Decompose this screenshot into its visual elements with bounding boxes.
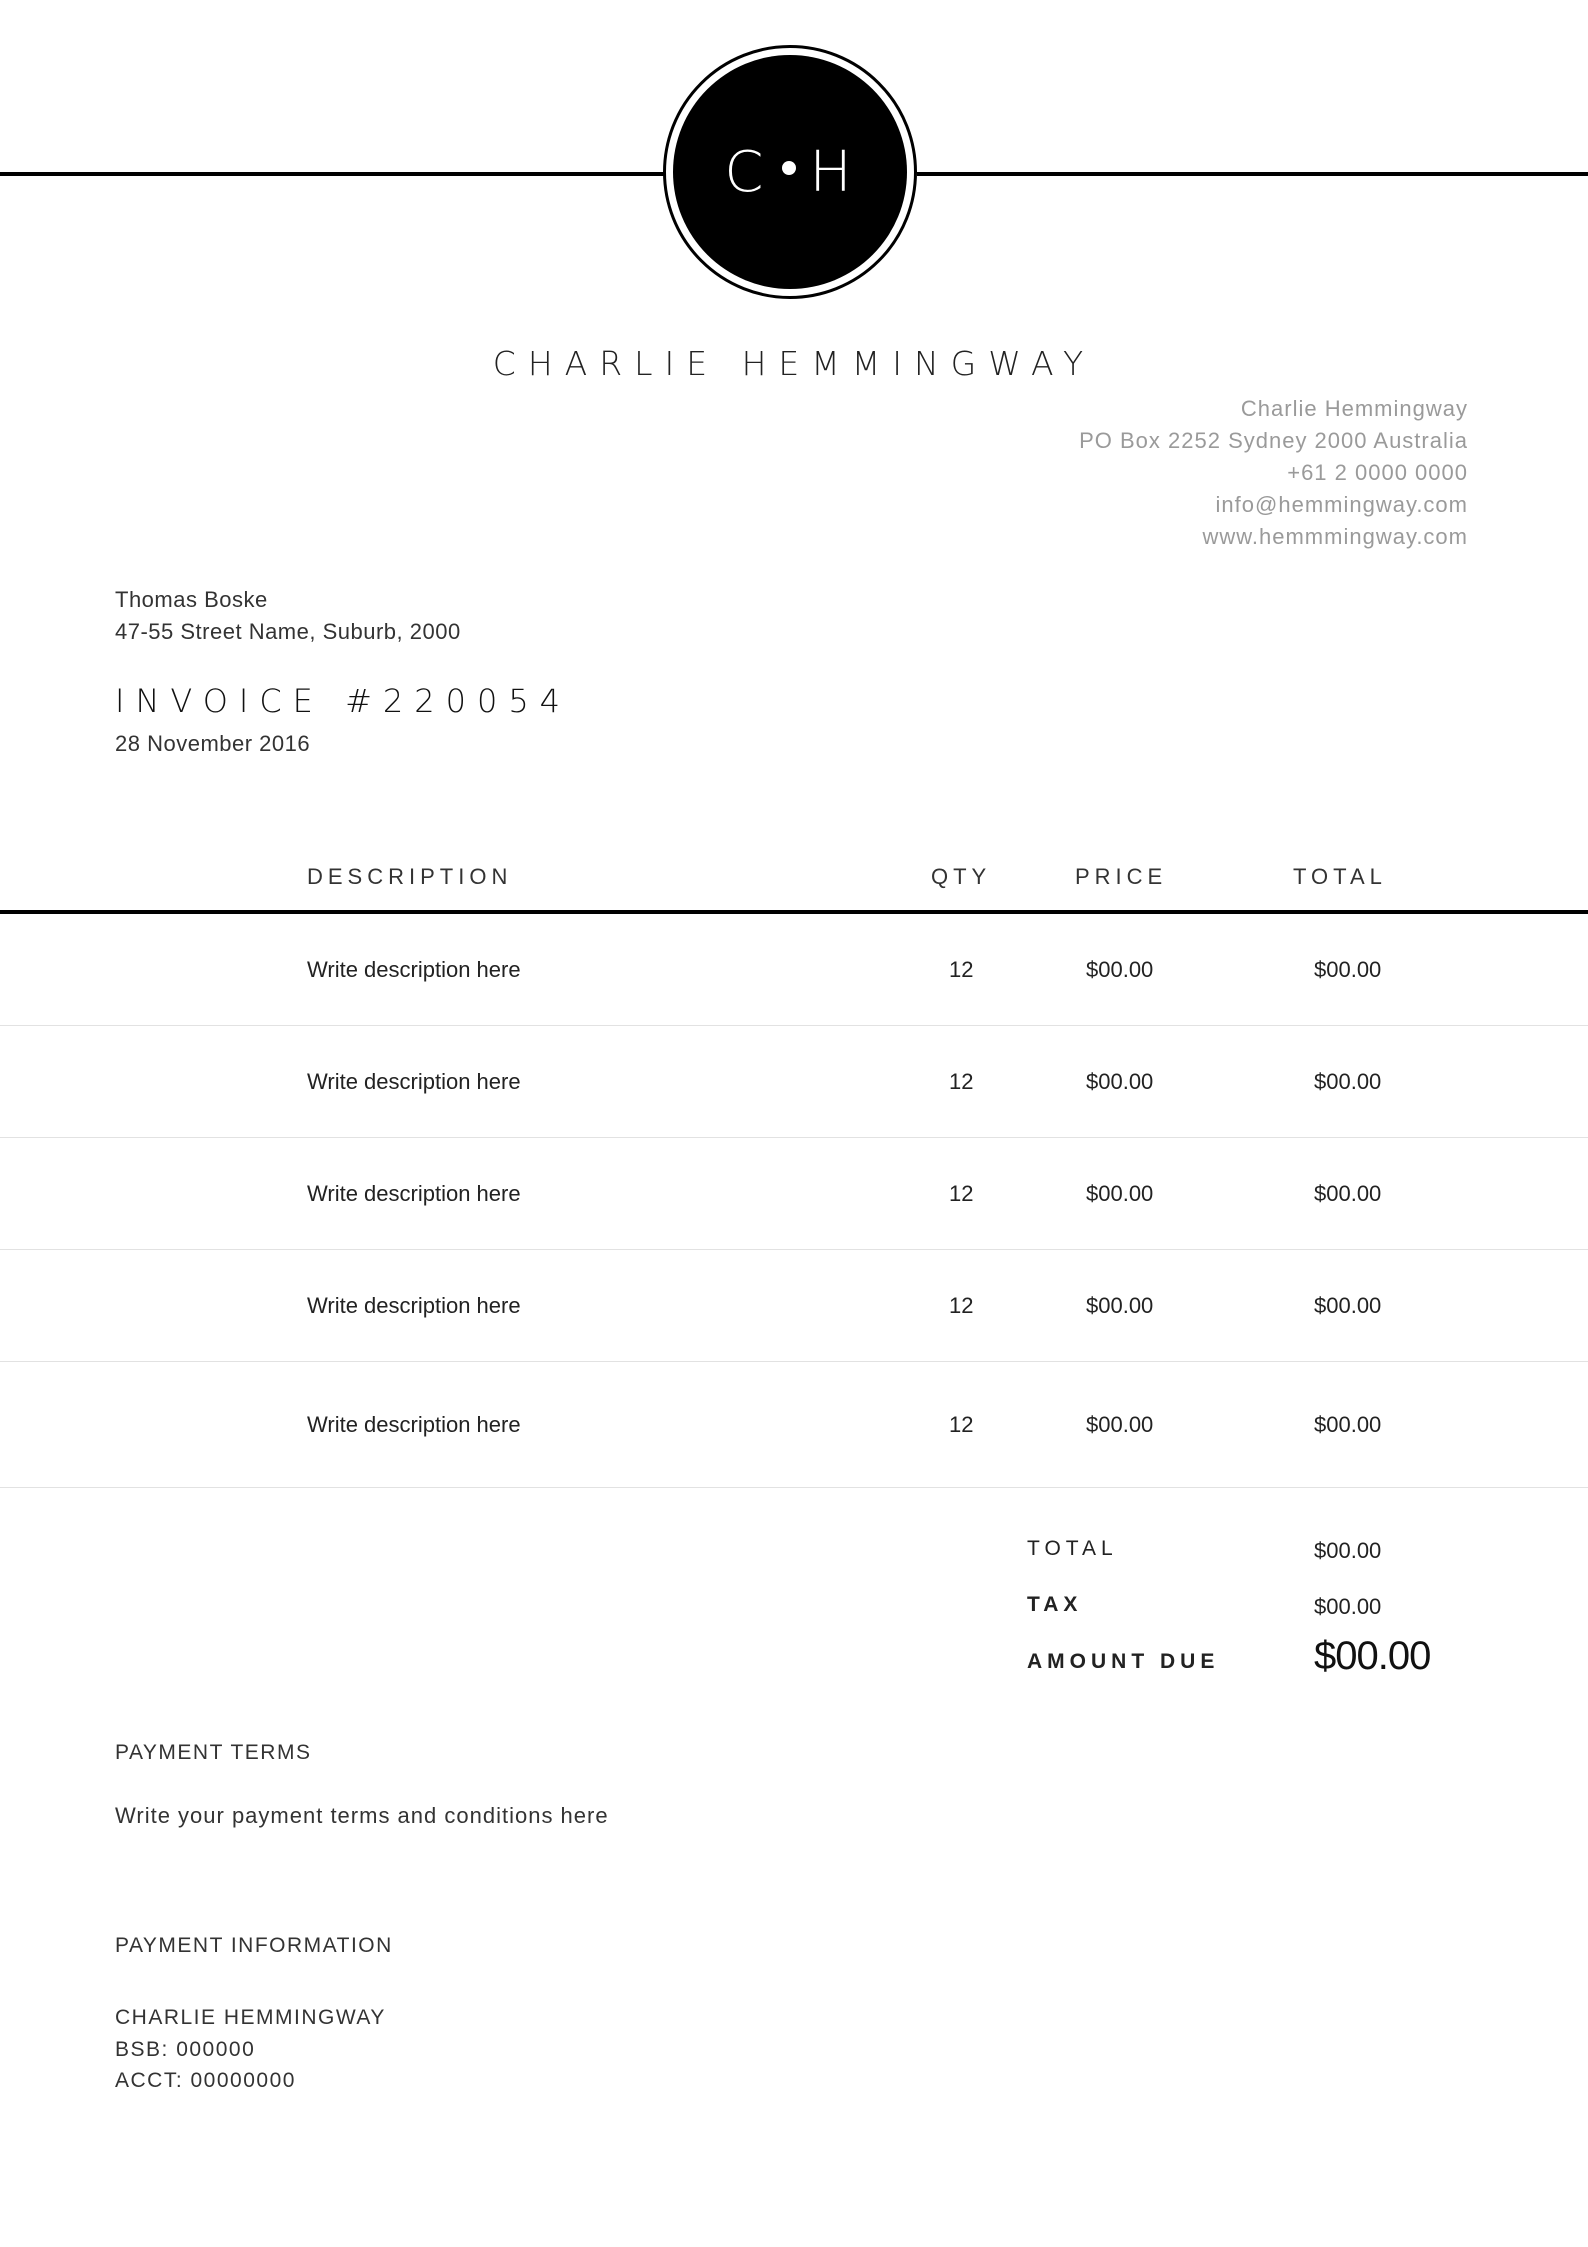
payment-info-name: CHARLIE HEMMINGWAY	[115, 2006, 386, 2029]
row-price: $00.00	[1086, 1180, 1154, 1206]
invoice-date: 28 November 2016	[115, 731, 311, 756]
table-row	[0, 914, 1588, 1026]
row-total: $00.00	[1314, 1292, 1382, 1318]
total-label: TOTAL	[1027, 1537, 1118, 1560]
client-address: 47-55 Street Name, Suburb, 2000	[115, 619, 461, 644]
row-price: $00.00	[1086, 956, 1154, 982]
table-row	[0, 1362, 1588, 1488]
row-qty: 12	[949, 1068, 974, 1094]
logo-monogram	[673, 55, 907, 289]
payment-info-bsb: BSB: 000000	[115, 2037, 256, 2061]
line-items	[0, 914, 1588, 1488]
header-rule-right	[917, 172, 1588, 176]
payment-info-acct: ACCT: 00000000	[115, 2069, 296, 2092]
column-header-qty: QTY	[931, 864, 992, 889]
row-description: Write description here	[307, 1292, 521, 1318]
sender-details	[1079, 393, 1468, 553]
amount-due-label: AMOUNT DUE	[1027, 1650, 1220, 1673]
row-total: $00.00	[1314, 1180, 1382, 1206]
payment-info-heading: PAYMENT INFORMATION	[115, 1934, 393, 1957]
table-row	[0, 1250, 1588, 1362]
column-header-price: PRICE	[1075, 864, 1168, 889]
sender-website: www.hemmmingway.com	[1202, 524, 1468, 549]
row-qty: 12	[949, 956, 974, 982]
row-description: Write description here	[307, 1180, 521, 1206]
total-value: $00.00	[1314, 1538, 1382, 1563]
row-description: Write description here	[307, 1068, 521, 1094]
brand-name: CHARLIE HEMMINGWAY	[492, 344, 1096, 383]
row-description: Write description here	[307, 1411, 521, 1437]
payment-terms-text: Write your payment terms and conditions here	[115, 1803, 609, 1828]
row-price: $00.00	[1086, 1292, 1154, 1318]
row-price: $00.00	[1086, 1068, 1154, 1094]
tax-value: $00.00	[1314, 1594, 1382, 1619]
payment-info-details	[115, 2002, 386, 2097]
sender-phone: +61 2 0000 0000	[1287, 460, 1468, 485]
payment-terms-heading: PAYMENT TERMS	[115, 1741, 312, 1764]
table-row	[0, 1026, 1588, 1138]
tax-label: TAX	[1027, 1593, 1083, 1616]
client-name: Thomas Boske	[115, 587, 268, 612]
sender-name: Charlie Hemmingway	[1240, 396, 1468, 421]
row-description: Write description here	[307, 956, 521, 982]
row-qty: 12	[949, 1411, 974, 1437]
row-total: $00.00	[1314, 1411, 1382, 1437]
row-qty: 12	[949, 1180, 974, 1206]
amount-due-value: $00.00	[1314, 1634, 1431, 1678]
table-row	[0, 1138, 1588, 1250]
row-qty: 12	[949, 1292, 974, 1318]
sender-address: PO Box 2252 Sydney 2000 Australia	[1079, 428, 1468, 453]
row-total: $00.00	[1314, 956, 1382, 982]
logo-letter-left: C	[724, 139, 768, 205]
invoice-title: INVOICE #220054	[115, 682, 572, 720]
logo-letter-right: H	[809, 139, 856, 205]
client-details	[115, 584, 461, 648]
sender-email: info@hemmingway.com	[1215, 492, 1468, 517]
column-header-total: TOTAL	[1293, 864, 1387, 889]
row-price: $00.00	[1086, 1411, 1154, 1437]
column-header-description: DESCRIPTION	[307, 864, 513, 889]
header-rule-left	[0, 172, 665, 176]
row-total: $00.00	[1314, 1068, 1382, 1094]
logo-dot-icon	[782, 161, 796, 175]
